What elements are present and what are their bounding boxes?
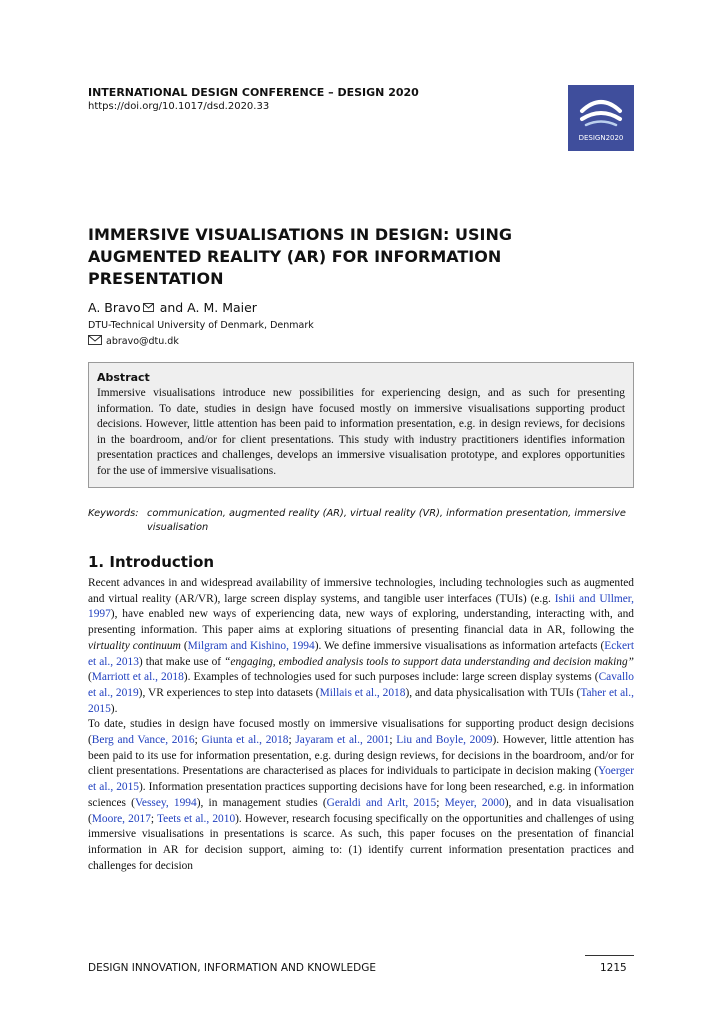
citation-link[interactable]: Berg and Vance, 2016	[91, 734, 195, 747]
citation-link[interactable]: Giunta et al., 2018	[201, 734, 289, 747]
envelope-icon	[88, 335, 102, 348]
text-span: ).	[110, 702, 118, 715]
text-span: To date, studies in design have focused mostly on immersive visualisations for supporting product design decisions (	[88, 718, 634, 747]
text-span: ), and in data visualisation (	[88, 796, 634, 825]
citation-link[interactable]: Geraldi and Arlt, 2015	[326, 796, 437, 809]
text-span: ). Information presentation practices supporting decisions have for long been researched, e.g. in information sciences (	[88, 781, 634, 809]
emphasis-text: virtuality continuum	[88, 639, 181, 652]
text-span: ;	[389, 734, 397, 747]
envelope-icon[interactable]	[143, 300, 154, 315]
citation-link[interactable]: Taher et al., 2015	[88, 686, 634, 715]
text-span: Recent advances in and widespread availability of immersive technologies, including technologies such as augmented and virtual reality (AR/VR), large screen display systems, and tangible user interfaces (TUIs) (e.g.	[88, 577, 634, 605]
citation-link[interactable]: Ishii and Ullmer, 1997	[88, 592, 634, 621]
footer-rule	[585, 955, 634, 956]
author-line	[88, 300, 257, 315]
text-span: ;	[194, 734, 202, 747]
citation-link[interactable]: Teets et al., 2010	[157, 812, 236, 825]
introduction-body	[88, 576, 634, 874]
email-address[interactable]: abravo@dtu.dk	[106, 336, 179, 347]
doi-link[interactable]: https://doi.org/10.1017/dsd.2020.33	[88, 101, 270, 112]
logo-text: DESIGN2020	[578, 134, 624, 142]
text-span: ), VR experiences to step into datasets (	[138, 686, 320, 699]
abstract-box	[88, 362, 634, 488]
abstract-text: Immersive visualisations introduce new possibilities for experiencing design, and as such for presenting information. To date, studies in design have focused mostly on immersive visualisations supporting product decisions. However, little attention has been paid to information presentation, e.g. in design reviews, for decisions in the boardroom, and/or for client presentations. This study with industry practitioners identifies information presentation practices and challenges, develops an immersive visualisation prototype, and explores opportunities for the use of immersive visualisations.	[97, 387, 625, 477]
text-span: ). Examples of technologies used for such purposes include: large screen display systems (	[183, 671, 599, 684]
text-span: (	[88, 671, 92, 684]
keywords	[88, 507, 634, 535]
text-span: ) that make use of	[138, 655, 225, 668]
text-span: ). We define immersive visualisations as information artefacts (	[314, 639, 605, 652]
quoted-definition: “engaging, embodied analysis tools to support data understanding and decision making”	[224, 655, 634, 668]
citation-link[interactable]: Yoerger et al., 2015	[88, 765, 634, 794]
citation-link[interactable]: Millais et al., 2018	[319, 686, 406, 699]
text-span: ), in management studies (	[196, 796, 327, 809]
text-span: ;	[436, 796, 445, 809]
footer-section-title: DESIGN INNOVATION, INFORMATION AND KNOWLEDGE	[88, 962, 377, 974]
abstract-heading: Abstract	[97, 371, 150, 384]
keywords-text: communication, augmented reality (AR), virtual reality (VR), information presentation, immersive visualisation	[147, 508, 626, 533]
affiliation: DTU-Technical University of Denmark, Denmark	[88, 320, 314, 331]
citation-link[interactable]: Liu and Boyle, 2009	[396, 734, 493, 747]
text-span: ), and data physicalisation with TUIs (	[405, 686, 581, 699]
citation-link[interactable]: Jayaram et al., 2001	[295, 734, 390, 747]
conference-header: INTERNATIONAL DESIGN CONFERENCE – DESIGN 2020	[88, 86, 419, 99]
citation-link[interactable]: Cavallo et al., 2019	[88, 671, 634, 699]
design-conference-logo	[568, 85, 634, 151]
text-span: ). However, research focusing specifically on the opportunities and challenges of using immersive visualisations in presentations is scarce. As such, this paper focuses on the presentation of financial information in AR for decision support, aiming to: (1) identify current information presentation practices and challenges for decision	[88, 812, 634, 872]
keywords-label: Keywords:	[88, 508, 139, 519]
text-span: ;	[150, 812, 157, 825]
page-number: 1215	[600, 962, 627, 974]
other-authors: and A. M. Maier	[159, 300, 257, 315]
email-line	[88, 335, 179, 348]
first-author: A. Bravo	[88, 300, 141, 315]
introduction-heading: 1. Introduction	[88, 553, 215, 571]
text-span: ;	[288, 734, 296, 747]
text-span: ), have enabled new ways of experiencing data, new ways of exploring, understanding, interacting with, and presenting information. This paper aims at exploring situations of presenting financial data in AR, following the	[88, 608, 634, 637]
paper-title: IMMERSIVE VISUALISATIONS IN DESIGN: USING AUGMENTED REALITY (AR) FOR INFORMATION PRESENTATION	[88, 225, 512, 288]
citation-link[interactable]: Marriott et al., 2018	[91, 671, 184, 684]
citation-link[interactable]: Milgram and Kishino, 1994	[187, 639, 315, 652]
citation-link[interactable]: Eckert et al., 2013	[88, 639, 634, 668]
intro-paragraph-1	[88, 576, 634, 717]
text-span: ). However, little attention has been paid to its use for information presentation, e.g. during design reviews, for decisions in the boardroom, and/or for client presentations. Presentations are characterised as places for individuals to participate in decision making (	[88, 734, 634, 778]
citation-link[interactable]: Meyer, 2000	[444, 796, 505, 809]
intro-paragraph-2	[88, 717, 634, 874]
citation-link[interactable]: Moore, 2017	[91, 812, 151, 825]
citation-link[interactable]: Vessey, 1994	[134, 796, 197, 809]
text-span: (	[180, 639, 188, 652]
